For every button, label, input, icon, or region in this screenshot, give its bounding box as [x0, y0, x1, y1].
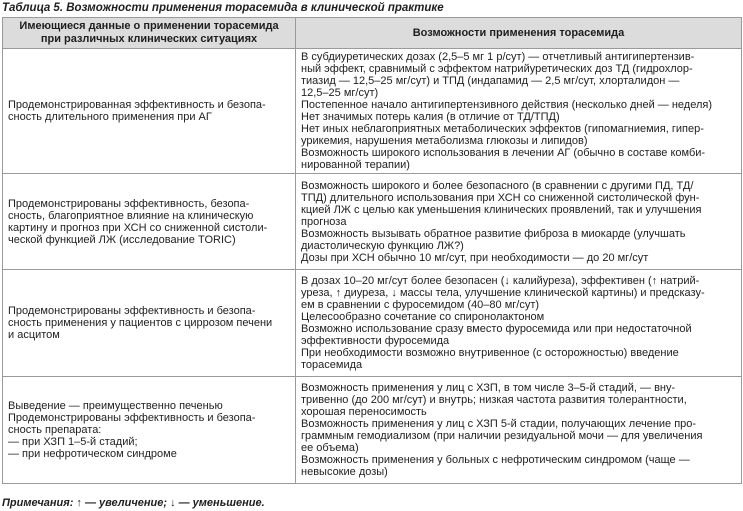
table-row	[3, 174, 742, 270]
table-row	[3, 377, 742, 484]
table-header-row	[3, 18, 742, 49]
row-left-cell: Продемонстрированная эффективность и безопа- сность длительного применения при АГ	[3, 49, 296, 174]
torasemide-table	[2, 17, 742, 484]
table-caption: Таблица 5. Возможности применения торасемида в клинической практике	[2, 2, 444, 14]
table-row	[3, 49, 742, 174]
table-footnote: Примечания: ↑ — увеличение; ↓ — уменьшение.	[2, 497, 265, 509]
row-right-cell: В дозах 10–20 мг/сут более безопасен (↓ калийуреза), эффективен (↑ натрий- уреза, ↑ диуреза, ↓ массы тела, улучшение клинической картины) и предсказу- ем в сравнении с фуросемидом (40–80 мг/сут) Целесообразно сочетание со спиронолактоном Возможно использование сразу вместо фуросемида или при недостаточной эффективности фуросемида При необходимости возможно внутривенное (с осторожностью) введение торасемида	[296, 270, 742, 377]
header-possibilities: Возможности применения торасемида	[296, 18, 742, 49]
table-row	[3, 270, 742, 377]
row-left-cell: Продемонстрированы эффективность, безопа- сность, благоприятное влияние на клиническую картину и прогноз при ХСН со сниженной систоли- ческой функцией ЛЖ (исследование TORIC)	[3, 174, 296, 270]
row-right-cell: В субдиуретических дозах (2,5–5 мг 1 р/сут) — отчетливый антигипертензив- ный эффект, сравнимый с эффектом натрийуретических доз ТД (гидрохлор- тиазид — 12,5–25 мг/сут) и ТПД (индапамид — 2,5 мг/сут, хлорталидон — 12,5–25 мг/сут) Постепенное начало антигипертензивного действия (несколько дней — неделя) Нет значимых потерь калия (в отличие от ТД/ТПД) Нет иных неблагоприятных метаболических эффектов (гипомагниемия, гипер- урикемия, нарушения метаболизма глюкозы и липидов) Возможность широкого использования в лечении АГ (обычно в составе комби- нированной терапии)	[296, 49, 742, 174]
row-left-cell: Продемонстрированы эффективность и безопа- сность применения у пациентов с циррозом печени и асцитом	[3, 270, 296, 377]
header-clinical-data: Имеющиеся данные о применении торасемида при различных клинических ситуациях	[3, 18, 296, 49]
row-left-cell: Выведение — преимущественно печенью Продемонстрированы эффективность и безопа- сность препарата: — при ХЗП 1–5-й стадий; — при нефротическом синдроме	[3, 377, 296, 484]
row-right-cell: Возможность широкого и более безопасного (в сравнении с другими ПД, ТД/ ТПД) длительного использования при ХСН со сниженной систолической фун- кцией ЛЖ с целью как уменьшения клинических проявлений, так и улучшения прогноза Возможность вызывать обратное развитие фиброза в миокарде (улучшать диастолическую функцию ЛЖ?) Дозы при ХСН обычно 10 мг/сут, при необходимости — до 20 мг/сут	[296, 174, 742, 270]
row-right-cell: Возможность применения у лиц с ХЗП, в том числе 3–5-й стадий, — вну- тривенно (до 200 мг/сут) и внутрь; низкая частота развития толерантности, хорошая переносимость Возможность применения у лиц с ХЗП 5-й стадии, получающих лечение про- граммным гемодиализом (при наличии резидуальной мочи — для увеличения ее объема) Возможность применения у больных с нефротическим синдромом (чаще — невысокие дозы)	[296, 377, 742, 484]
